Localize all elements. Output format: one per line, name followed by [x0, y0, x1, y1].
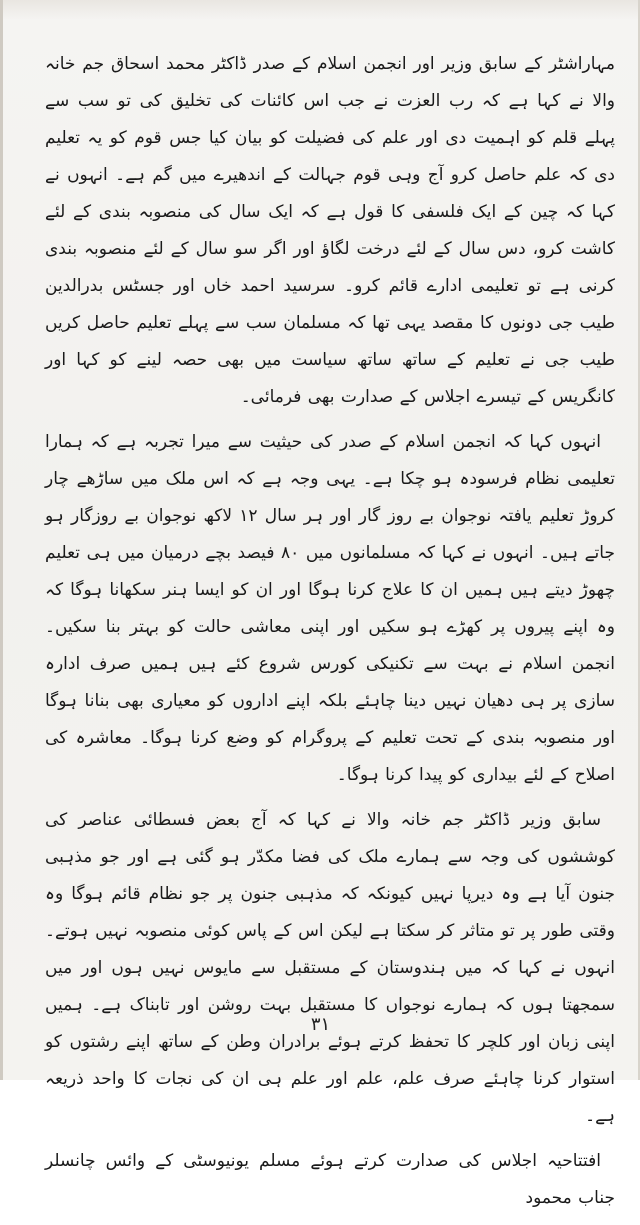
page-top-shadow — [3, 0, 638, 20]
paragraph-3: سابق وزیر ڈاکٹر جم خانہ والا نے کہا کہ آج بعض فسطائی عناصر کی کوششوں کی وجہ سے ہمارے ملک کی فضا مکدّر ہو گئی ہے اور جو مذہبی جنون آیا ہے وہ دیرپا نہیں کیونکہ کہ مذہبی جنون پر جو نظام قائم ہوگا وہ وقتی طور پر تو متاثر کر سکتا ہے لیکن اس کے پاس کوئی منصوبہ نہیں ہوتے۔ انہوں نے کہا کہ میں ہندوستان کے مستقبل سے مایوس نہیں ہوں اور میں سمجھتا ہوں کہ ہمارے نوجواں کا مستقبل بہت روشن اور تابناک ہے۔ ہمیں اپنی زبان اور کلچر کا تحفظ کرتے ہوئے برادران وطن کے ساتھ اپنے رشتوں کو استوار کرنا چاہئے صرف علم، علم اور علم ہی ان کی نجات کا واحد ذریعہ ہے۔ — [45, 810, 615, 1126]
paragraph-4: افتتاحیہ اجلاس کی صدارت کرتے ہوئے مسلم یونیوسٹی کے وائس چانسلر جناب محمود — [45, 1151, 615, 1208]
paragraph-1: مہاراشٹر کے سابق وزیر اور انجمن اسلام کے صدر ڈاکٹر محمد اسحاق جم خانہ والا نے کہا ہے کہ رب العزت نے جب اس کائنات کی تخلیق کی تو سب سے پہلے قلم کو اہمیت دی اور علم کی فضیلت کو بیان کیا جس قوم کو یہ تعلیم دی کہ علم حاصل کرو آج وہی قوم جہالت کے اندھیرے میں گم ہے۔ انہوں نے کہا کہ چین کے ایک فلسفی کا قول ہے کہ ایک سال کی منصوبہ بندی کے لئے کاشت کرو، دس سال کے لئے درخت لگاؤ اور اگر سو سال کے لئے منصوبہ بندی کرنی ہے تو تعلیمی ادارے قائم کرو۔ سرسید احمد خاں اور جسٹس بدرالدین طیب جی دونوں کا مقصد یہی تھا کہ مسلمان سب سے پہلے تعلیم حاصل کریں طیب جی نے تعلیم کے ساتھ ساتھ سیاست میں بھی حصہ لینے کو کہا اور کانگریس کے تیسرے اجلاس کے صدارت بھی فرمائی۔ — [45, 54, 615, 407]
paragraph-2: انہوں کہا کہ انجمن اسلام کے صدر کی حیثیت سے میرا تجربہ ہے کہ ہمارا تعلیمی نظام فرسودہ ہو چکا ہے۔ یہی وجہ ہے کہ اس ملک میں ساڑھے چار کروڑ تعلیم یافتہ نوجوان بے روز گار اور ہر سال ۱۲ لاکھ نوجوان بے روزگار ہو جاتے ہیں۔ انہوں نے کہا کہ مسلمانوں میں ۸۰ فیصد بچے درمیان میں ہی تعلیم چھوڑ دیتے ہیں ہمیں ان کا علاج کرنا ہوگا اور ان کو ایسا ہنر سکھانا ہوگا کہ وہ اپنے پیروں پر کھڑے ہو سکیں اور اپنی معاشی حالت کو بہتر بنا سکیں۔ انجمن اسلام نے بہت سے تکنیکی کورس شروع کئے ہیں ہمیں صرف ادارہ سازی پر ہی دھیان نہیں دینا چاہئے بلکہ اپنے اداروں کو معیاری بھی بنانا ہوگا اور منصوبہ بندی کے تحت تعلیم کے پروگرام کو وضع کرنا ہوگا۔ معاشرہ کی اصلاح کے لئے بیداری کو پیدا کرنا ہوگا۔ — [45, 432, 616, 785]
body-text — [45, 46, 615, 1225]
page-number: ۳۱ — [310, 1014, 331, 1035]
